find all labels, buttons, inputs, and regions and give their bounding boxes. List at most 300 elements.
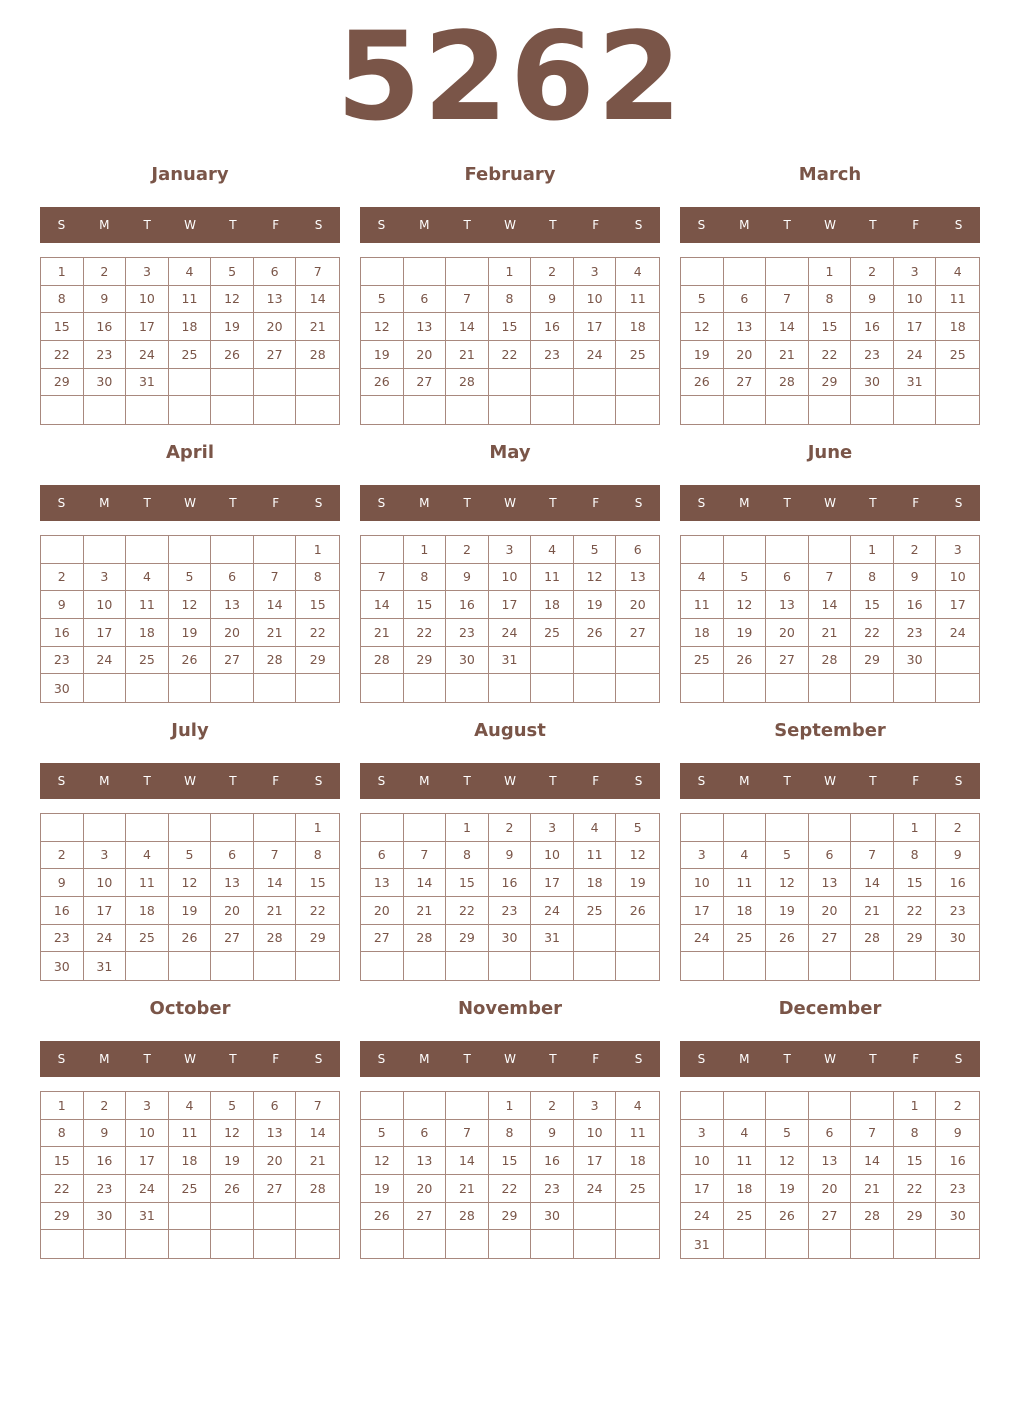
day-cell: 5 (766, 1120, 809, 1148)
day-cell: 21 (851, 897, 894, 925)
empty-day-cell (809, 952, 852, 980)
empty-day-cell (616, 396, 659, 424)
day-cell: 29 (894, 925, 937, 953)
empty-day-cell (404, 674, 447, 702)
day-cell: 26 (616, 897, 659, 925)
day-cell: 25 (126, 925, 169, 953)
day-cell: 16 (84, 1147, 127, 1175)
empty-day-cell (254, 814, 297, 842)
day-cell: 27 (254, 1175, 297, 1203)
day-cell: 30 (894, 647, 937, 675)
empty-day-cell (254, 674, 297, 702)
day-cell: 11 (531, 564, 574, 592)
day-cell: 23 (936, 1175, 979, 1203)
weekday-label: T (143, 218, 151, 232)
weekday-label: S (377, 1052, 386, 1066)
empty-day-cell (531, 369, 574, 397)
day-cell: 26 (574, 619, 617, 647)
month-title: June (807, 442, 853, 463)
day-cell: 19 (169, 619, 212, 647)
day-cell: 6 (211, 564, 254, 592)
day-cell: 4 (724, 842, 767, 870)
weekday-header (360, 485, 660, 521)
day-cell: 29 (446, 925, 489, 953)
day-cell: 5 (361, 1120, 404, 1148)
empty-day-cell (404, 258, 447, 286)
day-cell: 19 (211, 313, 254, 341)
day-cell: 14 (296, 286, 339, 314)
empty-day-cell (211, 369, 254, 397)
weekday-label: T (549, 774, 557, 788)
day-cell: 23 (531, 1175, 574, 1203)
day-cell: 7 (446, 1120, 489, 1148)
empty-day-cell (574, 674, 617, 702)
day-cell: 16 (41, 619, 84, 647)
day-cell: 12 (766, 1147, 809, 1175)
weekday-label: T (549, 496, 557, 510)
day-cell: 1 (41, 1092, 84, 1120)
weekday-label: F (272, 496, 280, 510)
weekday-label: F (912, 496, 920, 510)
weekday-label: T (869, 774, 877, 788)
weekday-header (680, 1041, 980, 1077)
empty-day-cell (296, 1203, 339, 1231)
day-cell: 13 (809, 1147, 852, 1175)
empty-day-cell (446, 396, 489, 424)
day-grid (40, 535, 340, 703)
weekday-header (40, 207, 340, 243)
day-cell: 2 (84, 1092, 127, 1120)
weekday-header (360, 763, 660, 799)
day-cell: 16 (851, 313, 894, 341)
empty-day-cell (211, 1203, 254, 1231)
day-grid (360, 257, 660, 425)
day-cell: 4 (724, 1120, 767, 1148)
day-cell: 2 (936, 814, 979, 842)
day-cell: 9 (894, 564, 937, 592)
day-cell: 17 (574, 1147, 617, 1175)
day-cell: 25 (126, 647, 169, 675)
day-cell: 1 (296, 536, 339, 564)
day-cell: 22 (809, 341, 852, 369)
weekday-label: W (824, 496, 836, 510)
day-cell: 15 (489, 313, 532, 341)
day-cell: 25 (169, 341, 212, 369)
weekday-header (680, 207, 980, 243)
empty-day-cell (361, 814, 404, 842)
day-cell: 5 (211, 258, 254, 286)
day-cell: 19 (361, 1175, 404, 1203)
day-cell: 10 (531, 842, 574, 870)
day-cell: 16 (531, 313, 574, 341)
day-cell: 13 (404, 1147, 447, 1175)
weekday-label: S (697, 1052, 706, 1066)
weekday-label: T (143, 774, 151, 788)
day-cell: 16 (894, 591, 937, 619)
day-cell: 14 (404, 869, 447, 897)
day-cell: 23 (894, 619, 937, 647)
day-cell: 1 (489, 258, 532, 286)
weekday-label: W (824, 218, 836, 232)
month-title: September (774, 720, 886, 741)
weekday-label: S (377, 218, 386, 232)
day-cell: 23 (489, 897, 532, 925)
empty-day-cell (936, 1230, 979, 1258)
weekday-label: T (229, 1052, 237, 1066)
day-cell: 23 (84, 1175, 127, 1203)
empty-day-cell (681, 674, 724, 702)
day-cell: 5 (169, 842, 212, 870)
empty-day-cell (489, 369, 532, 397)
empty-day-cell (84, 674, 127, 702)
weekday-label: W (184, 218, 196, 232)
day-cell: 22 (851, 619, 894, 647)
day-cell: 2 (936, 1092, 979, 1120)
day-cell: 19 (616, 869, 659, 897)
day-cell: 10 (936, 564, 979, 592)
day-cell: 22 (489, 341, 532, 369)
empty-day-cell (296, 674, 339, 702)
day-cell: 15 (404, 591, 447, 619)
day-cell: 27 (404, 369, 447, 397)
day-cell: 28 (851, 1203, 894, 1231)
day-cell: 18 (126, 619, 169, 647)
day-cell: 24 (894, 341, 937, 369)
day-cell: 24 (936, 619, 979, 647)
day-cell: 2 (41, 564, 84, 592)
day-cell: 15 (296, 869, 339, 897)
day-cell: 8 (296, 842, 339, 870)
weekday-label: S (57, 1052, 66, 1066)
empty-day-cell (574, 369, 617, 397)
day-cell: 27 (211, 647, 254, 675)
empty-day-cell (574, 396, 617, 424)
day-cell: 26 (361, 369, 404, 397)
day-cell: 28 (766, 369, 809, 397)
empty-day-cell (616, 674, 659, 702)
day-cell: 27 (724, 369, 767, 397)
day-cell: 15 (296, 591, 339, 619)
empty-day-cell (169, 952, 212, 980)
empty-day-cell (126, 396, 169, 424)
day-cell: 27 (361, 925, 404, 953)
weekday-label: F (912, 218, 920, 232)
empty-day-cell (681, 258, 724, 286)
empty-day-cell (211, 952, 254, 980)
day-cell: 5 (681, 286, 724, 314)
day-cell: 28 (809, 647, 852, 675)
weekday-label: M (99, 218, 110, 232)
empty-day-cell (169, 1230, 212, 1258)
month-title: December (778, 998, 882, 1019)
day-cell: 12 (616, 842, 659, 870)
empty-day-cell (211, 536, 254, 564)
weekday-label: M (99, 774, 110, 788)
day-cell: 5 (361, 286, 404, 314)
empty-day-cell (126, 952, 169, 980)
day-cell: 29 (404, 647, 447, 675)
day-cell: 19 (211, 1147, 254, 1175)
empty-day-cell (531, 952, 574, 980)
day-cell: 31 (489, 647, 532, 675)
weekday-label: S (314, 774, 323, 788)
weekday-label: W (824, 1052, 836, 1066)
day-cell: 8 (404, 564, 447, 592)
weekday-label: T (783, 1052, 791, 1066)
day-cell: 24 (126, 1175, 169, 1203)
empty-day-cell (851, 814, 894, 842)
day-cell: 20 (616, 591, 659, 619)
day-cell: 11 (616, 1120, 659, 1148)
day-cell: 18 (616, 313, 659, 341)
weekday-label: T (869, 1052, 877, 1066)
day-cell: 26 (211, 341, 254, 369)
day-cell: 27 (616, 619, 659, 647)
weekday-label: F (912, 1052, 920, 1066)
empty-day-cell (681, 952, 724, 980)
day-cell: 4 (126, 842, 169, 870)
day-cell: 6 (809, 842, 852, 870)
empty-day-cell (724, 536, 767, 564)
day-cell: 11 (126, 869, 169, 897)
weekday-label: T (783, 496, 791, 510)
empty-day-cell (809, 1092, 852, 1120)
day-cell: 28 (296, 341, 339, 369)
day-cell: 26 (169, 925, 212, 953)
day-cell: 19 (766, 897, 809, 925)
empty-day-cell (296, 952, 339, 980)
day-cell: 19 (724, 619, 767, 647)
day-cell: 16 (531, 1147, 574, 1175)
empty-day-cell (894, 952, 937, 980)
day-cell: 24 (574, 341, 617, 369)
month-title: May (489, 442, 531, 463)
day-cell: 3 (936, 536, 979, 564)
day-cell: 3 (894, 258, 937, 286)
day-cell: 10 (126, 1120, 169, 1148)
empty-day-cell (446, 952, 489, 980)
day-cell: 8 (41, 286, 84, 314)
day-cell: 16 (936, 869, 979, 897)
day-cell: 11 (574, 842, 617, 870)
weekday-label: W (504, 496, 516, 510)
day-cell: 24 (681, 925, 724, 953)
day-cell: 2 (446, 536, 489, 564)
empty-day-cell (574, 952, 617, 980)
day-cell: 13 (616, 564, 659, 592)
empty-day-cell (254, 1203, 297, 1231)
weekday-label: S (57, 218, 66, 232)
day-cell: 25 (936, 341, 979, 369)
day-cell: 20 (724, 341, 767, 369)
day-cell: 24 (489, 619, 532, 647)
weekday-header (360, 1041, 660, 1077)
day-cell: 1 (41, 258, 84, 286)
empty-day-cell (851, 1230, 894, 1258)
day-cell: 6 (809, 1120, 852, 1148)
day-cell: 29 (851, 647, 894, 675)
empty-day-cell (41, 396, 84, 424)
day-cell: 15 (894, 1147, 937, 1175)
day-cell: 14 (766, 313, 809, 341)
empty-day-cell (126, 814, 169, 842)
day-cell: 27 (404, 1203, 447, 1231)
empty-day-cell (531, 674, 574, 702)
day-cell: 21 (766, 341, 809, 369)
day-cell: 11 (724, 1147, 767, 1175)
weekday-header (40, 485, 340, 521)
day-cell: 30 (936, 1203, 979, 1231)
weekday-label: M (739, 1052, 750, 1066)
day-cell: 21 (446, 1175, 489, 1203)
day-cell: 20 (254, 1147, 297, 1175)
day-cell: 4 (681, 564, 724, 592)
empty-day-cell (404, 814, 447, 842)
empty-day-cell (404, 396, 447, 424)
weekday-label: M (739, 496, 750, 510)
day-cell: 10 (894, 286, 937, 314)
empty-day-cell (84, 536, 127, 564)
day-cell: 20 (404, 1175, 447, 1203)
empty-day-cell (681, 814, 724, 842)
weekday-label: W (504, 1052, 516, 1066)
day-cell: 26 (724, 647, 767, 675)
empty-day-cell (616, 952, 659, 980)
day-cell: 1 (404, 536, 447, 564)
day-cell: 21 (361, 619, 404, 647)
weekday-label: T (463, 496, 471, 510)
weekday-label: T (143, 496, 151, 510)
day-grid (40, 813, 340, 981)
day-cell: 19 (169, 897, 212, 925)
day-cell: 3 (681, 842, 724, 870)
day-cell: 10 (681, 869, 724, 897)
day-cell: 29 (296, 647, 339, 675)
day-cell: 20 (254, 313, 297, 341)
day-cell: 9 (531, 286, 574, 314)
day-cell: 30 (936, 925, 979, 953)
day-cell: 3 (681, 1120, 724, 1148)
day-cell: 24 (84, 647, 127, 675)
day-cell: 17 (126, 1147, 169, 1175)
day-cell: 9 (936, 842, 979, 870)
empty-day-cell (851, 674, 894, 702)
day-cell: 3 (574, 258, 617, 286)
day-cell: 22 (446, 897, 489, 925)
day-cell: 20 (361, 897, 404, 925)
day-cell: 24 (574, 1175, 617, 1203)
day-cell: 11 (169, 286, 212, 314)
empty-day-cell (681, 1092, 724, 1120)
day-cell: 27 (809, 925, 852, 953)
empty-day-cell (766, 536, 809, 564)
weekday-label: W (504, 774, 516, 788)
day-cell: 31 (84, 952, 127, 980)
weekday-label: F (592, 774, 600, 788)
month-title: November (457, 998, 563, 1019)
day-cell: 28 (254, 925, 297, 953)
day-cell: 10 (489, 564, 532, 592)
empty-day-cell (809, 1230, 852, 1258)
day-cell: 28 (446, 1203, 489, 1231)
weekday-label: S (697, 218, 706, 232)
weekday-label: W (184, 774, 196, 788)
empty-day-cell (254, 369, 297, 397)
day-cell: 11 (169, 1120, 212, 1148)
day-cell: 4 (169, 1092, 212, 1120)
day-cell: 28 (296, 1175, 339, 1203)
empty-day-cell (936, 674, 979, 702)
empty-day-cell (404, 1092, 447, 1120)
day-cell: 17 (574, 313, 617, 341)
day-cell: 8 (489, 286, 532, 314)
empty-day-cell (84, 814, 127, 842)
day-cell: 3 (574, 1092, 617, 1120)
weekday-label: S (634, 1052, 643, 1066)
empty-day-cell (254, 536, 297, 564)
empty-day-cell (211, 674, 254, 702)
weekday-label: T (549, 1052, 557, 1066)
empty-day-cell (41, 536, 84, 564)
empty-day-cell (766, 952, 809, 980)
day-cell: 29 (809, 369, 852, 397)
weekday-label: M (419, 774, 430, 788)
empty-day-cell (126, 536, 169, 564)
empty-day-cell (169, 814, 212, 842)
day-cell: 3 (84, 564, 127, 592)
day-cell: 14 (361, 591, 404, 619)
day-cell: 4 (531, 536, 574, 564)
day-cell: 7 (809, 564, 852, 592)
day-cell: 21 (809, 619, 852, 647)
empty-day-cell (766, 258, 809, 286)
day-cell: 10 (574, 1120, 617, 1148)
day-cell: 14 (809, 591, 852, 619)
day-cell: 8 (894, 1120, 937, 1148)
day-grid (40, 1091, 340, 1259)
day-cell: 6 (211, 842, 254, 870)
day-cell: 19 (766, 1175, 809, 1203)
empty-day-cell (809, 536, 852, 564)
empty-day-cell (809, 814, 852, 842)
day-grid (360, 813, 660, 981)
weekday-label: T (143, 1052, 151, 1066)
day-cell: 26 (169, 647, 212, 675)
day-cell: 8 (809, 286, 852, 314)
day-cell: 12 (724, 591, 767, 619)
day-cell: 30 (84, 1203, 127, 1231)
day-cell: 17 (531, 869, 574, 897)
day-cell: 30 (84, 369, 127, 397)
day-cell: 15 (894, 869, 937, 897)
weekday-label: W (824, 774, 836, 788)
day-cell: 4 (616, 1092, 659, 1120)
empty-day-cell (766, 1092, 809, 1120)
empty-day-cell (126, 674, 169, 702)
empty-day-cell (766, 674, 809, 702)
day-cell: 5 (616, 814, 659, 842)
weekday-label: F (592, 218, 600, 232)
day-cell: 31 (531, 925, 574, 953)
day-cell: 7 (446, 286, 489, 314)
empty-day-cell (616, 1230, 659, 1258)
empty-day-cell (489, 952, 532, 980)
weekday-label: M (739, 774, 750, 788)
day-cell: 7 (851, 1120, 894, 1148)
weekday-label: T (783, 774, 791, 788)
day-cell: 10 (84, 869, 127, 897)
day-cell: 26 (211, 1175, 254, 1203)
